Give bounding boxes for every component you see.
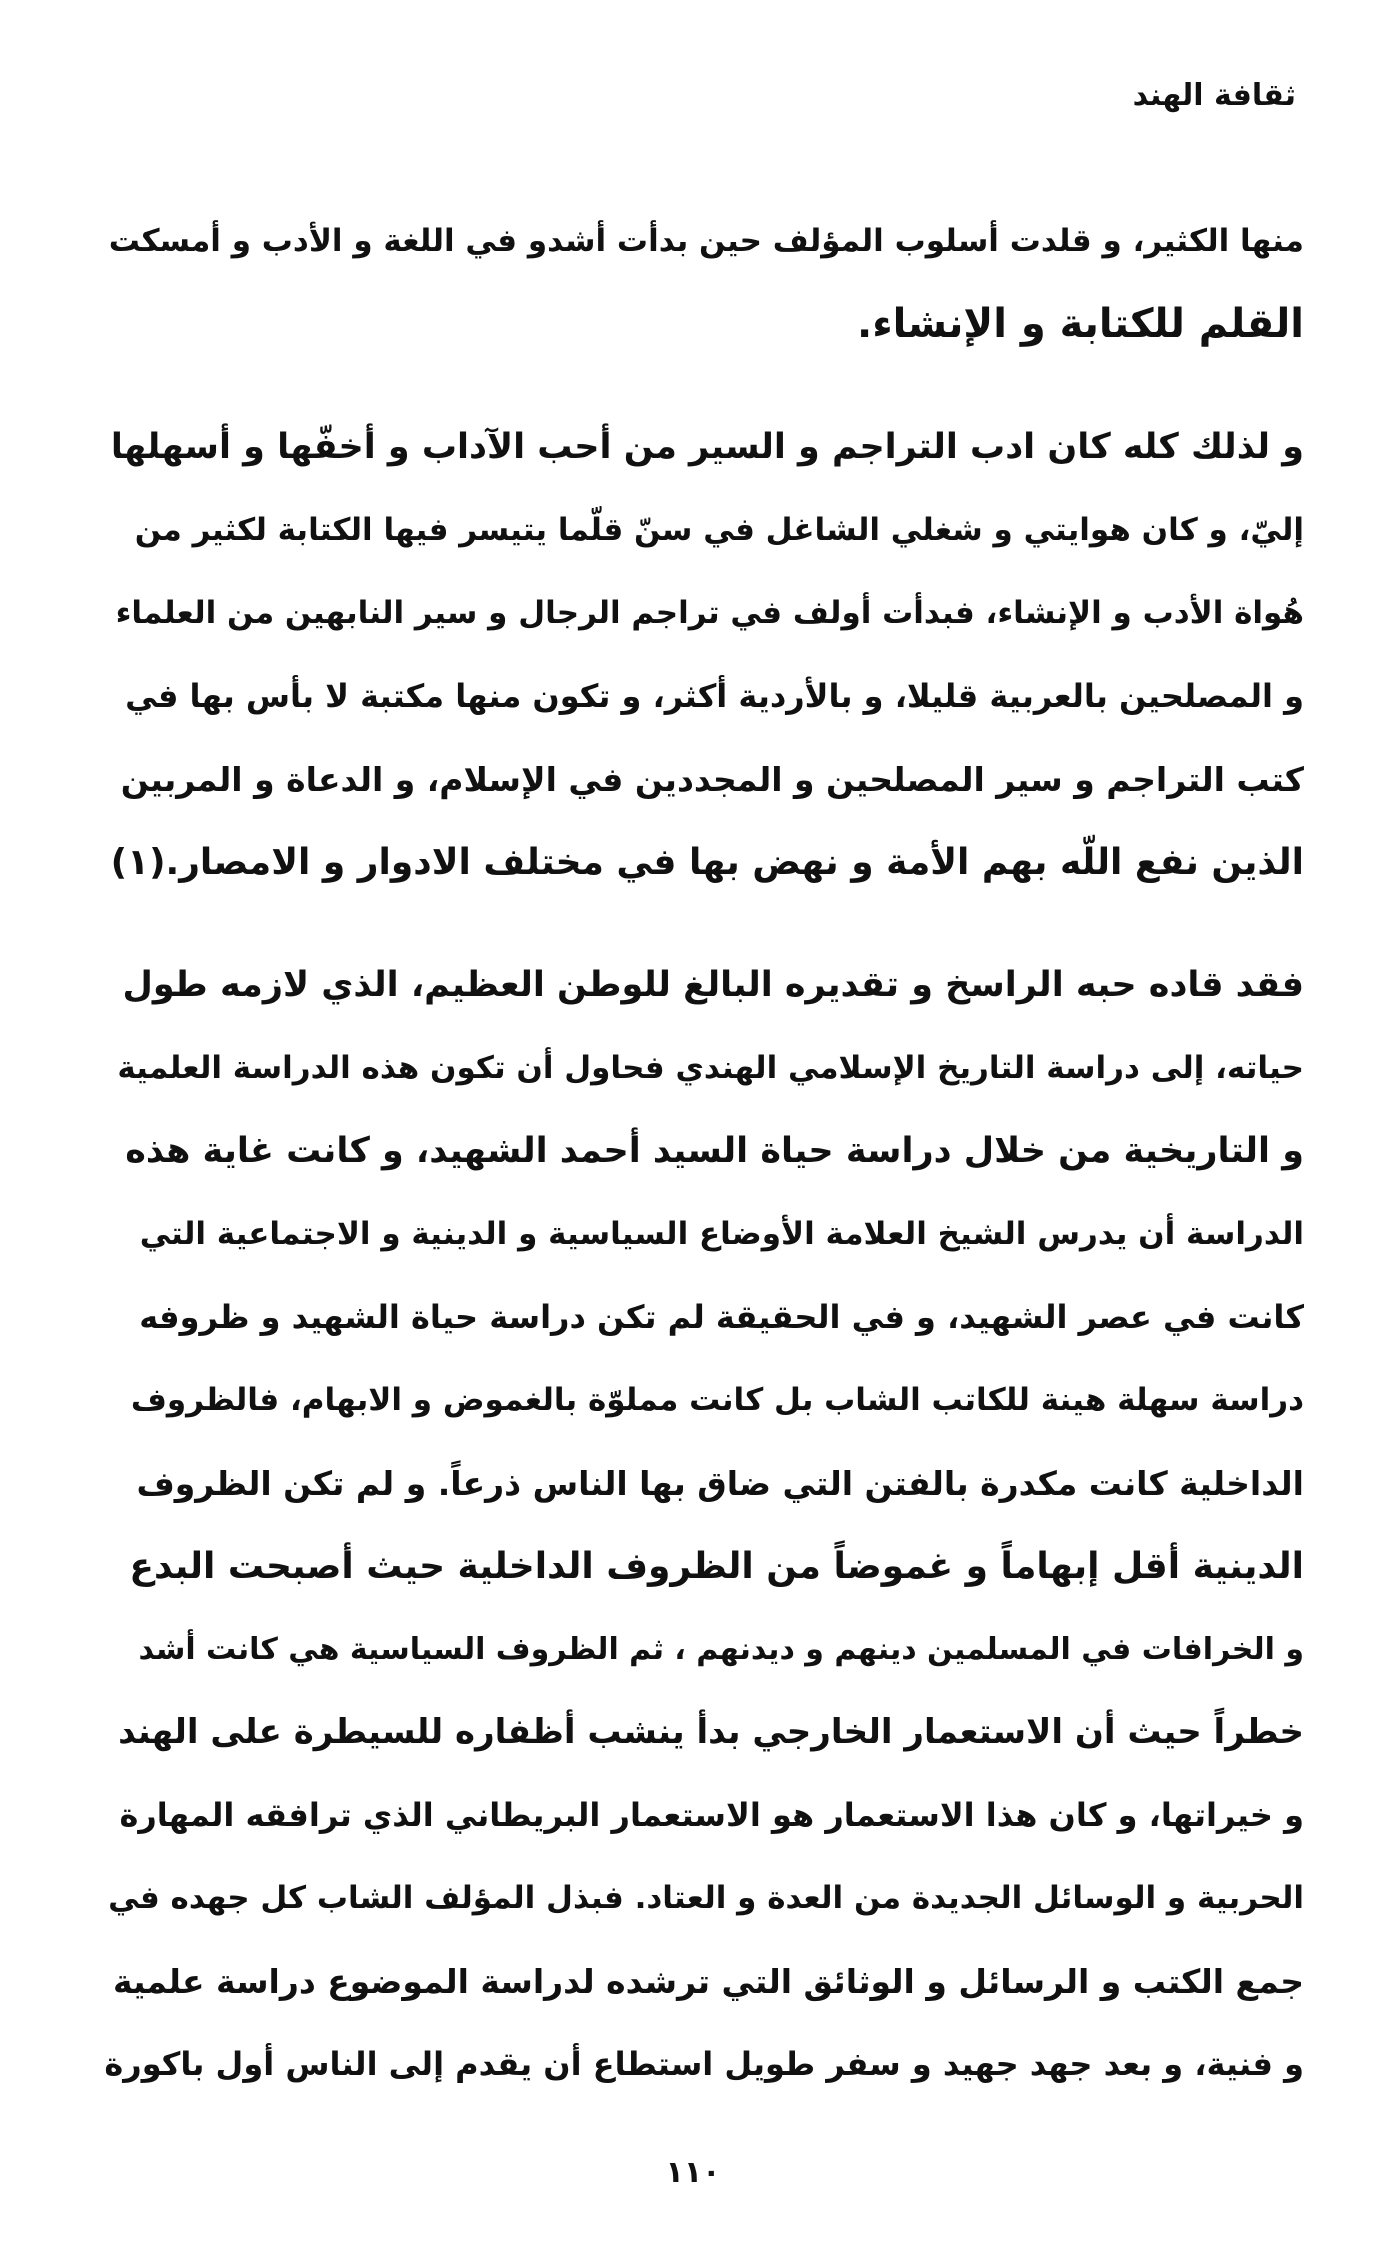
text-line: و لذلك كله كان ادب التراجم و السير من أحب الآداب و أخفّها و أسهلها	[110, 427, 1304, 467]
text-line: و خيراتها، و كان هذا الاستعمار هو الاستعمار البريطاني الذي ترافقه المهارة	[119, 1796, 1304, 1834]
text-line: منها الكثير، و قلدت أسلوب المؤلف حين بدأت أشدو في اللغة و الأدب و أمسكت	[108, 223, 1304, 259]
paragraph	[104, 944, 1304, 2106]
paragraph	[104, 406, 1304, 904]
paragraph	[104, 200, 1304, 366]
text-line: الحربية و الوسائل الجديدة من العدة و العتاد. فبذل المؤلف الشاب كل جهده في	[108, 1880, 1304, 1916]
text-line: و التاريخية من خلال دراسة حياة السيد أحمد الشهيد، و كانت غاية هذه	[125, 1131, 1304, 1171]
text-line: كتب التراجم و سير المصلحين و المجددين في الإسلام، و الدعاة و المربين	[120, 760, 1304, 799]
text-line: الدينية أقل إبهاماً و غموضاً من الظروف الداخلية حيث أصبحت البدع	[129, 1546, 1304, 1587]
text-line: الذين نفع اللّه بهم الأمة و نهض بها في مختلف الادوار و الامصار.(١)	[110, 842, 1304, 883]
text-line: فقد قاده حبه الراسخ و تقديره البالغ للوطن العظيم، الذي لازمه طول	[122, 965, 1304, 1005]
text-line: القلم للكتابة و الإنشاء.	[857, 301, 1304, 347]
running-header: ثقافة الهند	[1132, 78, 1296, 113]
text-line: دراسة سهلة هينة للكاتب الشاب بل كانت مملوّة بالغموض و الابهام، فالظروف	[130, 1382, 1304, 1418]
text-line: خطراً حيث أن الاستعمار الخارجي بدأ ينشب أظفاره للسيطرة على الهند	[118, 1712, 1304, 1752]
text-line: الداخلية كانت مكدرة بالفتن التي ضاق بها الناس ذرعاً. و لم تكن الظروف	[136, 1464, 1304, 1503]
text-line: و الخرافات في المسلمين دينهم و ديدنهم ، ثم الظروف السياسية هي كانت أشد	[138, 1632, 1304, 1667]
text-line: حياته، إلى دراسة التاريخ الإسلامي الهندي فحاول أن تكون هذه الدراسة العلمية	[117, 1050, 1304, 1086]
text-line: هُواة الأدب و الإنشاء، فبدأت أولف في تراجم الرجال و سير النابهين من العلماء	[115, 595, 1304, 631]
text-line: و فنية، و بعد جهد جهيد و سفر طويل استطاع أن يقدم إلى الناس أول باكورة	[104, 2045, 1304, 2083]
text-line: و المصلحين بالعربية قليلا، و بالأردية أكثر، و تكون منها مكتبة لا بأس بها في	[125, 677, 1304, 715]
text-line: كانت في عصر الشهيد، و في الحقيقة لم تكن دراسة حياة الشهيد و ظروفه	[139, 1298, 1304, 1336]
text-line: إليّ، و كان هوايتي و شغلي الشاغل في سنّ قلّما يتيسر فيها الكتابة لكثير من	[134, 512, 1304, 548]
text-line: جمع الكتب و الرسائل و الوثائق التي ترشده لدراسة الموضوع دراسة علمية	[112, 1962, 1304, 2001]
body-text	[104, 200, 1304, 2146]
page-number: ١١٠	[665, 2155, 721, 2190]
text-line: الدراسة أن يدرس الشيخ العلامة الأوضاع السياسية و الدينية و الاجتماعية التي	[139, 1216, 1304, 1252]
